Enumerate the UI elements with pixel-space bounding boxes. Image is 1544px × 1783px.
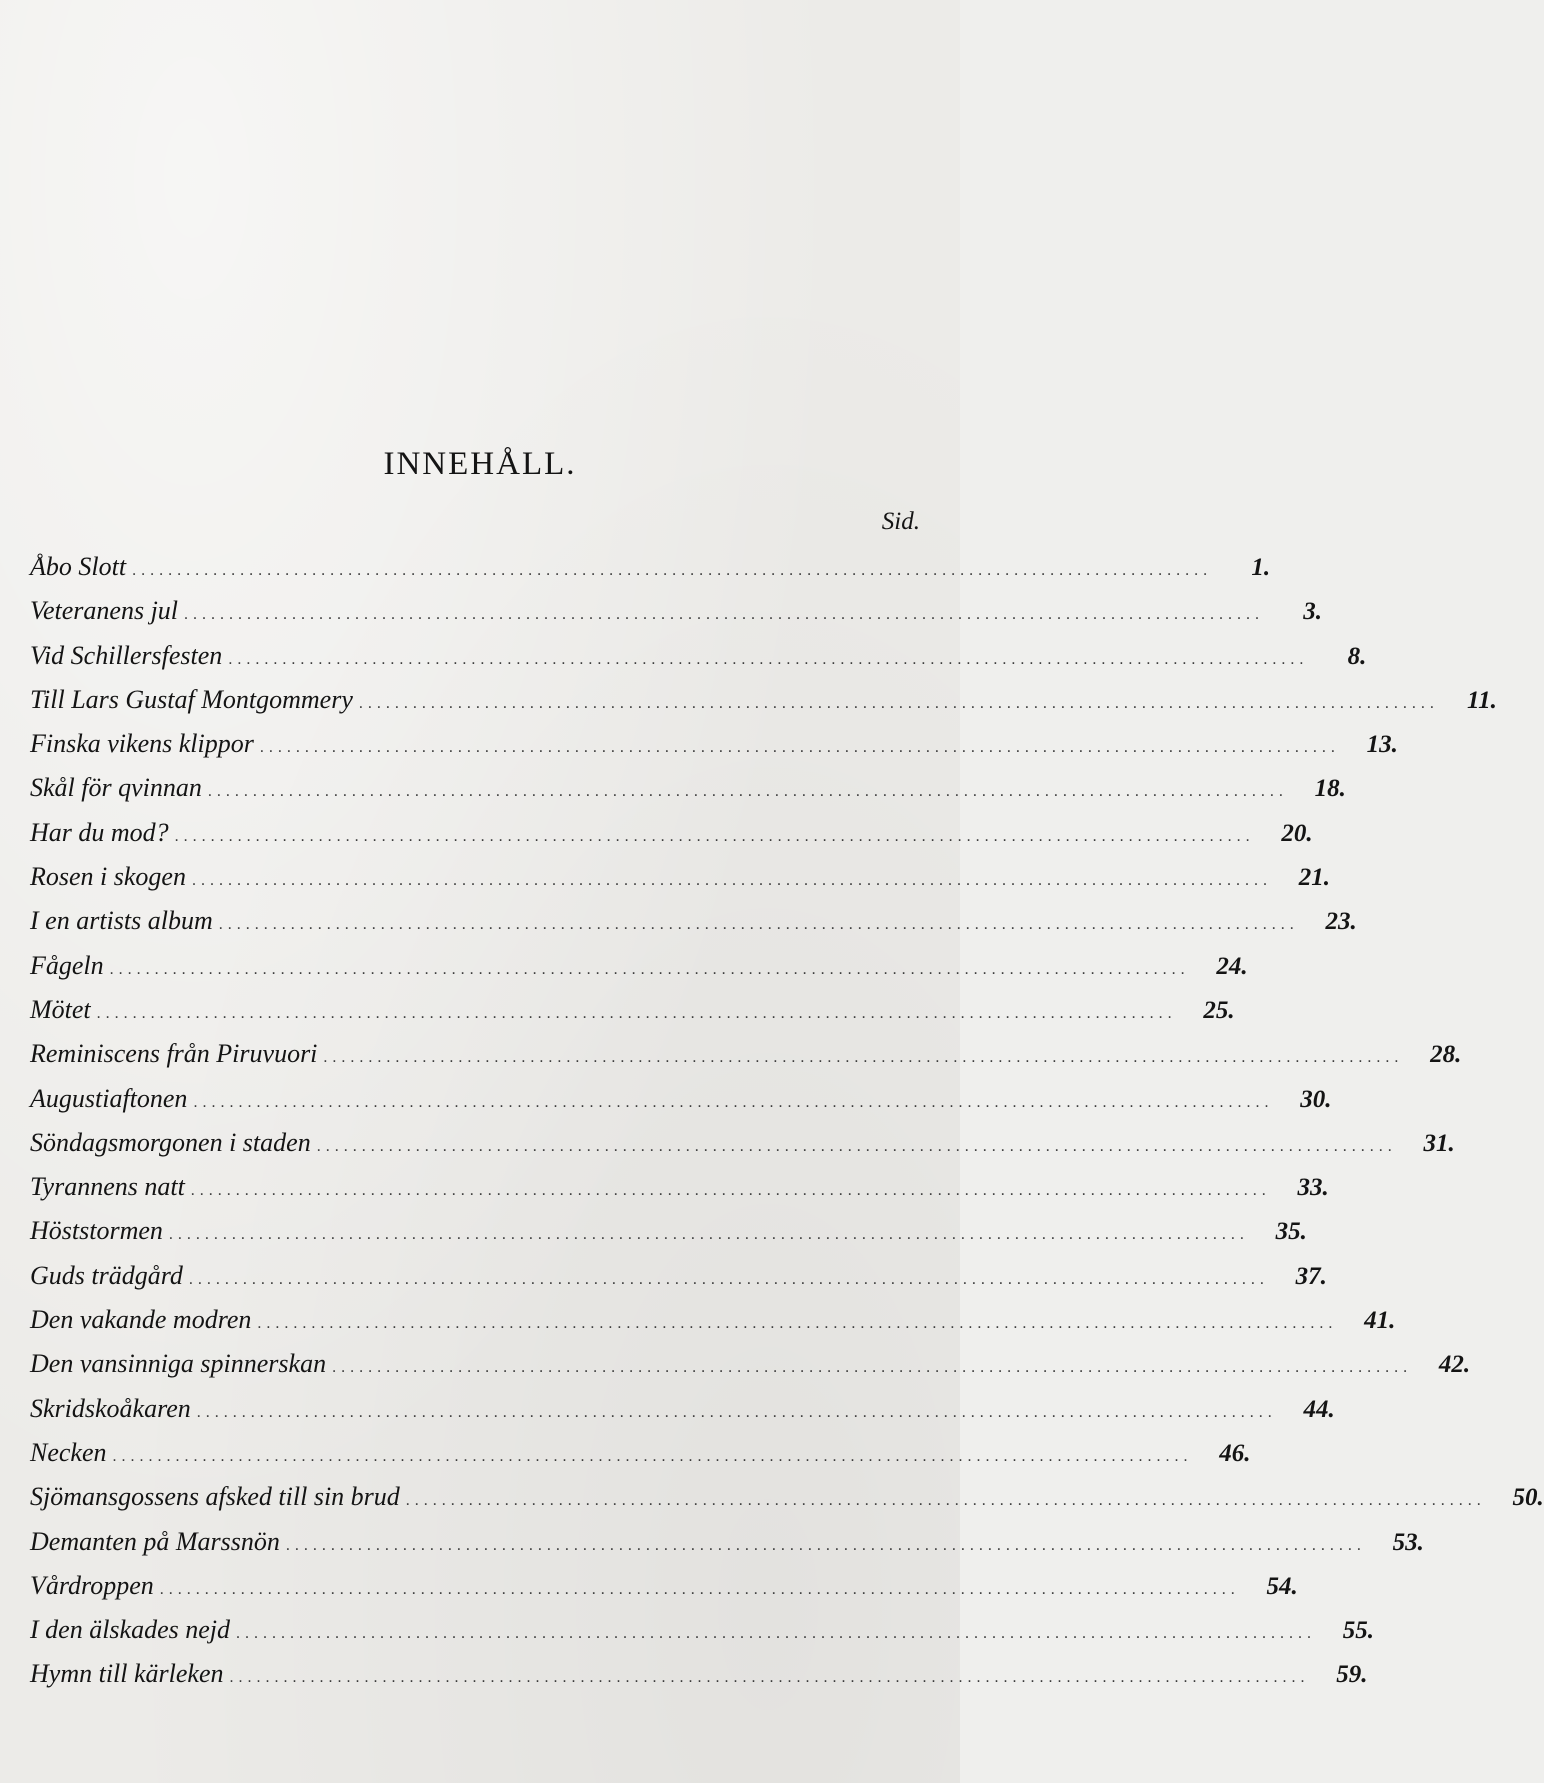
toc-entry-title: Tyrannens natt <box>30 1172 185 1202</box>
toc-entry-title: Söndagsmorgonen i staden <box>30 1127 311 1157</box>
dot-leader: ........................................................................................................................ <box>184 606 1265 624</box>
page-column-label: Sid. <box>881 508 920 535</box>
dot-leader: ........................................................................................................................ <box>109 960 1190 978</box>
toc-entry-page-number: 28. <box>1430 1041 1462 1069</box>
toc-entry-title: Skridskoåkaren <box>30 1393 191 1423</box>
toc-entry-title: Vårdroppen <box>30 1570 154 1600</box>
toc-entry-title: I den älskades nejd <box>30 1615 231 1645</box>
toc-entry <box>30 1659 1368 1703</box>
toc-entry <box>30 1570 1298 1615</box>
dot-leader: ........................................................................................................................ <box>190 1182 1271 1200</box>
dot-leader: ........................................................................................................................ <box>207 783 1288 801</box>
toc-entry-page-number: 18. <box>1314 775 1346 803</box>
dot-leader: ........................................................................................................................ <box>316 1137 1397 1155</box>
dot-leader: ........................................................................................................................ <box>112 1447 1193 1465</box>
dot-leader: ........................................................................................................................ <box>96 1004 1177 1022</box>
toc-entry <box>30 994 1235 1039</box>
toc-entry <box>30 1615 1375 1659</box>
toc-entry-title: Demanten på Marssnön <box>30 1526 280 1556</box>
toc-entry-title: Den vansinniga spinnerskan <box>30 1349 327 1379</box>
toc-entry-title: Mötet <box>30 994 91 1024</box>
bleed-through-texture <box>620 110 920 374</box>
toc-entry-title: Guds trädgård <box>30 1260 183 1290</box>
toc-entry <box>30 1526 1424 1571</box>
toc-entry-title: Skål för qvinnan <box>30 773 202 803</box>
dot-leader: ........................................................................................................................ <box>257 1315 1338 1333</box>
toc-entry-title: I en artists album <box>30 906 213 936</box>
dot-leader: ........................................................................................................................ <box>132 562 1213 579</box>
toc-entry-page-number: 59. <box>1336 1661 1368 1689</box>
dot-leader: ........................................................................................................................ <box>323 1049 1404 1067</box>
toc-entry-title: Åbo Slott <box>30 552 127 581</box>
toc-entry <box>30 906 1357 950</box>
toc-entry-title: Finska vikens klippor <box>30 729 254 759</box>
dot-leader: ........................................................................................................................ <box>229 1669 1310 1687</box>
dot-leader: ........................................................................................................................ <box>285 1536 1366 1554</box>
toc-entry-title: Till Lars Gustaf Montgommery <box>30 684 353 714</box>
toc-entry-title: Necken <box>30 1437 107 1467</box>
toc-entry-title: Fågeln <box>30 950 104 980</box>
toc-entry <box>30 1482 1544 1526</box>
toc-entry-page-number: 13. <box>1366 731 1398 759</box>
toc-entry <box>30 596 1323 640</box>
toc-entry-page-number: 42. <box>1438 1351 1471 1379</box>
toc-entry-page-number: 20. <box>1281 819 1313 847</box>
toc-entry-title: Veteranens jul <box>30 596 179 626</box>
toc-entry-page-number: 25. <box>1203 996 1235 1024</box>
dot-leader: ........................................................................................................................ <box>193 1093 1274 1111</box>
toc-entry <box>30 1172 1329 1216</box>
toc-entry-title: Hymn till kärleken <box>30 1659 224 1689</box>
dot-leader: ........................................................................................................................ <box>218 916 1299 934</box>
toc-entry-title: Sjömansgossens afsked till sin brud <box>30 1482 400 1512</box>
toc-entry-page-number: 3. <box>1303 598 1323 626</box>
dot-leader: ........................................................................................................................ <box>228 650 1309 668</box>
toc-entry <box>30 1260 1327 1305</box>
toc-entry-title: Augustiaftonen <box>30 1083 188 1113</box>
toc-entry-page-number: 41. <box>1364 1307 1396 1335</box>
toc-entry <box>30 1393 1335 1438</box>
toc-entry <box>30 1039 1462 1083</box>
dot-leader: ........................................................................................................................ <box>259 739 1340 757</box>
toc-entry-page-number: 50. <box>1512 1484 1544 1512</box>
toc-entry-page-number: 33. <box>1297 1174 1329 1202</box>
toc-entry <box>30 1437 1251 1482</box>
dot-leader: ........................................................................................................................ <box>236 1625 1317 1643</box>
toc-entry <box>30 1083 1332 1128</box>
page-title: INNEHÅLL. <box>383 446 577 482</box>
table-of-contents <box>30 552 1544 1704</box>
toc-entry-page-number: 53. <box>1392 1528 1424 1556</box>
dot-leader: ........................................................................................................................ <box>191 872 1272 890</box>
dot-leader: ........................................................................................................................ <box>188 1270 1269 1288</box>
toc-entry-title: Reminiscens från Piruvuori <box>30 1039 318 1069</box>
dot-leader: ........................................................................................................................ <box>174 827 1255 845</box>
dot-leader: ........................................................................................................................ <box>332 1359 1413 1377</box>
toc-entry <box>30 817 1313 862</box>
toc-entry-page-number: 31. <box>1423 1129 1455 1157</box>
toc-entry-page-number: 23. <box>1325 908 1357 936</box>
dot-leader: ........................................................................................................................ <box>358 694 1439 712</box>
toc-entry-page-number: 46. <box>1219 1439 1251 1467</box>
toc-entry-page-number: 35. <box>1275 1218 1307 1246</box>
toc-entry <box>30 640 1367 685</box>
dot-leader: ........................................................................................................................ <box>196 1403 1277 1421</box>
toc-entry-page-number: 30. <box>1300 1085 1332 1113</box>
toc-entry <box>30 684 1497 729</box>
dot-leader: ........................................................................................................................ <box>168 1226 1249 1244</box>
toc-entry-title: Rosen i skogen <box>30 862 186 892</box>
toc-entry-page-number: 44. <box>1303 1395 1335 1423</box>
toc-entry <box>30 1127 1455 1172</box>
toc-entry-title: Höststormen <box>30 1216 163 1246</box>
dot-leader: ........................................................................................................................ <box>159 1580 1240 1598</box>
dot-leader: ........................................................................................................................ <box>405 1492 1486 1510</box>
toc-entry-page-number: 21. <box>1298 864 1330 892</box>
toc-entry <box>30 1349 1471 1393</box>
toc-entry <box>30 1216 1307 1260</box>
toc-entry-page-number: 11. <box>1467 686 1497 714</box>
toc-entry <box>30 862 1330 906</box>
toc-entry <box>30 729 1398 773</box>
toc-entry-page-number: 55. <box>1342 1617 1375 1645</box>
toc-entry-page-number: 24. <box>1216 952 1248 980</box>
toc-entry-title: Den vakande modren <box>30 1305 252 1335</box>
toc-entry-title: Vid Schillersfesten <box>30 640 223 670</box>
toc-entry <box>30 773 1346 817</box>
toc-entry <box>30 950 1248 995</box>
toc-entry <box>30 552 1271 596</box>
toc-entry-page-number: 8. <box>1347 642 1367 670</box>
toc-entry <box>30 1305 1396 1349</box>
toc-entry-page-number: 1. <box>1251 554 1271 581</box>
toc-entry-page-number: 37. <box>1295 1262 1327 1290</box>
toc-entry-title: Har du mod? <box>30 817 169 847</box>
toc-entry-page-number: 54. <box>1266 1572 1298 1600</box>
